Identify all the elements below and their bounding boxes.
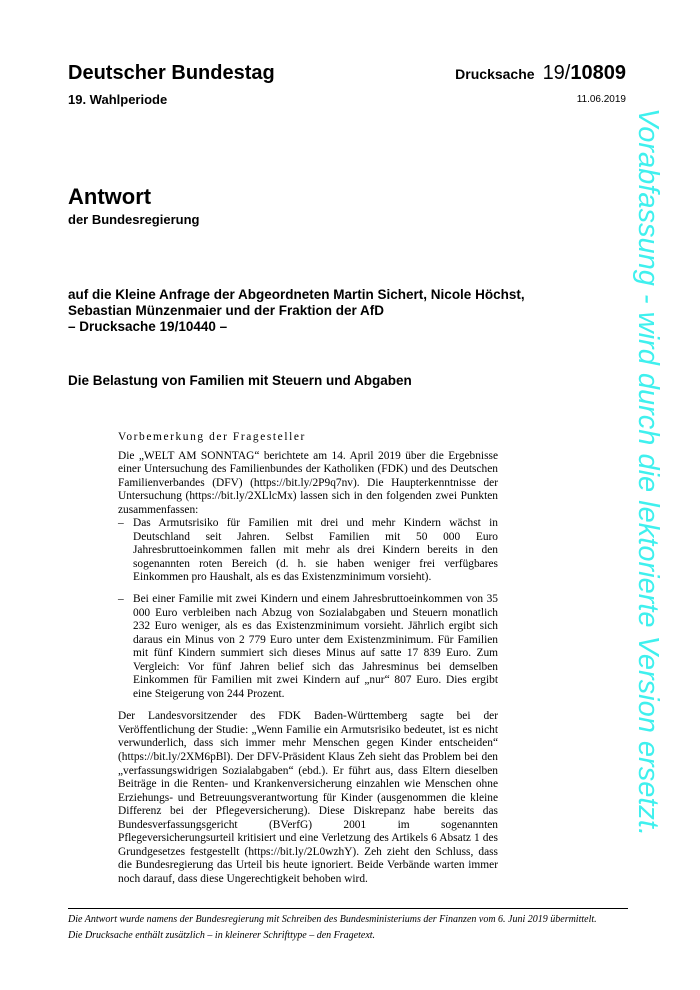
legislative-period: 19. Wahlperiode xyxy=(68,92,168,107)
drucksache-label: Drucksache xyxy=(455,66,535,82)
drucksache-id xyxy=(455,62,626,85)
findings-list xyxy=(118,517,498,701)
anfrage-line-3: – Drucksache 19/10440 – xyxy=(68,319,228,334)
drucksache-number: 10809 xyxy=(570,62,626,84)
draft-watermark: Vorabfassung - wird durch die lektorierte Version ersetzt. xyxy=(632,108,664,837)
footer-divider xyxy=(68,908,628,909)
document-date: 11.06.2019 xyxy=(576,94,626,105)
footer-note: Die Drucksache enthält zusätzlich – in kleinerer Schrifttype – den Fragetext. xyxy=(68,930,376,941)
section-heading: Vorbemerkung der Fragesteller xyxy=(118,431,306,443)
list-item: – Bei einer Familie mit zwei Kindern und einem Jahresbruttoeinkommen von 35 000 Euro verbleiben nach Abzug von Sozialabgaben und Steuern monatlich 232 Euro weniger, als es das Existenzminimum vorsieht. Jährlich ergibt sich daraus ein Minus von 2 779 Euro unter dem Existenzminimum. Für Familien mit fünf Kindern summiert sich dieses Minus auf satte 17 839 Euro. Zum Vergleich: Vor fünf Jahren belief sich das Jahresminus bei demselben Einkommen für Familien mit zwei Kindern auf „nur“ 807 Euro. Dies ergibt eine Steigerung von 244 Prozent. xyxy=(118,593,498,701)
document-subject: Die Belastung von Familien mit Steuern und Abgaben xyxy=(68,373,412,388)
anfrage-line-2: Sebastian Münzenmaier und der Fraktion der AfD xyxy=(68,303,385,318)
document-type: Antwort xyxy=(68,184,152,209)
closing-paragraph: Der Landesvorsitzender des FDK Baden-Württemberg sagte bei der Veröffentlichung der Studie: „Wenn Familie ein Armutsrisiko bedeutet, ist es nicht verwunderlich, dass sich immer mehr Menschen gegen Kinder entscheiden“ (https://bit.ly/2XM6pBl). Der DFV-Präsident Klaus Zeh sieht das Problem bei den „verfassungswidrigen Sozialabgaben“ (ebd.). Er führt aus, dass Eltern dieselben Beiträge in die Renten- und Krankenversicherung einzahlen wie Menschen ohne Erziehungs- und Betreuungsverantwortung für Kinder (ausgenommen die kleine Differenz bei der Pflegeversicherung). Diese Diskrepanz habe bereits das Bundesverfassungsgericht (BVerfG) 2001 im sogenannten Pflegeversicherungsurteil kritisiert und eine Verletzung des Artikels 6 Absatz 1 des Grundgesetzes festgestellt (https://bit.ly/2L0wzhY). Zeh zieht den Schluss, dass die Bundesregierung das Urteil bis heute ignoriert. Beide Verbände warten immer noch darauf, dass diese Ungerechtigkeit behoben wird. xyxy=(118,710,498,885)
footer-note: Die Antwort wurde namens der Bundesregierung mit Schreiben des Bundesministeriums der Finanzen vom 6. Juni 2019 übermittelt. xyxy=(68,914,597,925)
document-issuer: der Bundesregierung xyxy=(68,212,200,227)
drucksache-prefix: 19/ xyxy=(542,62,571,84)
list-item: – Das Armutsrisiko für Familien mit drei und mehr Kindern wächst in Deutschland seit Jahren. Selbst Familien mit 50 000 Euro Jahresbruttoeinkommen fallen mit mehr als drei Kindern bereits in den sogenannten roten Bereich (d. h. sie haben weniger frei verfügbares Einkommen pro Haushalt, als es das Existenzminimum vorsieht). xyxy=(118,517,498,585)
preliminary-remark xyxy=(118,431,498,887)
anfrage-reference xyxy=(68,287,588,335)
institution-name: Deutscher Bundestag xyxy=(68,62,275,84)
anfrage-line-1: auf die Kleine Anfrage der Abgeordneten Martin Sichert, Nicole Höchst, xyxy=(68,287,525,302)
intro-paragraph: Die „WELT AM SONNTAG“ berichtete am 14. April 2019 über die Ergebnisse einer Untersuchung des Familienbundes der Katholiken (FDK) und des Deutschen Familienverbandes (DFV) (https://bit.ly/2P9q7nv). Die Haupterkenntnisse der Untersuchung (https://bit.ly/2XLlcMx) lassen sich in den folgenden zwei Punkten zusammenfassen: xyxy=(118,449,498,516)
footer-notes xyxy=(68,913,628,942)
